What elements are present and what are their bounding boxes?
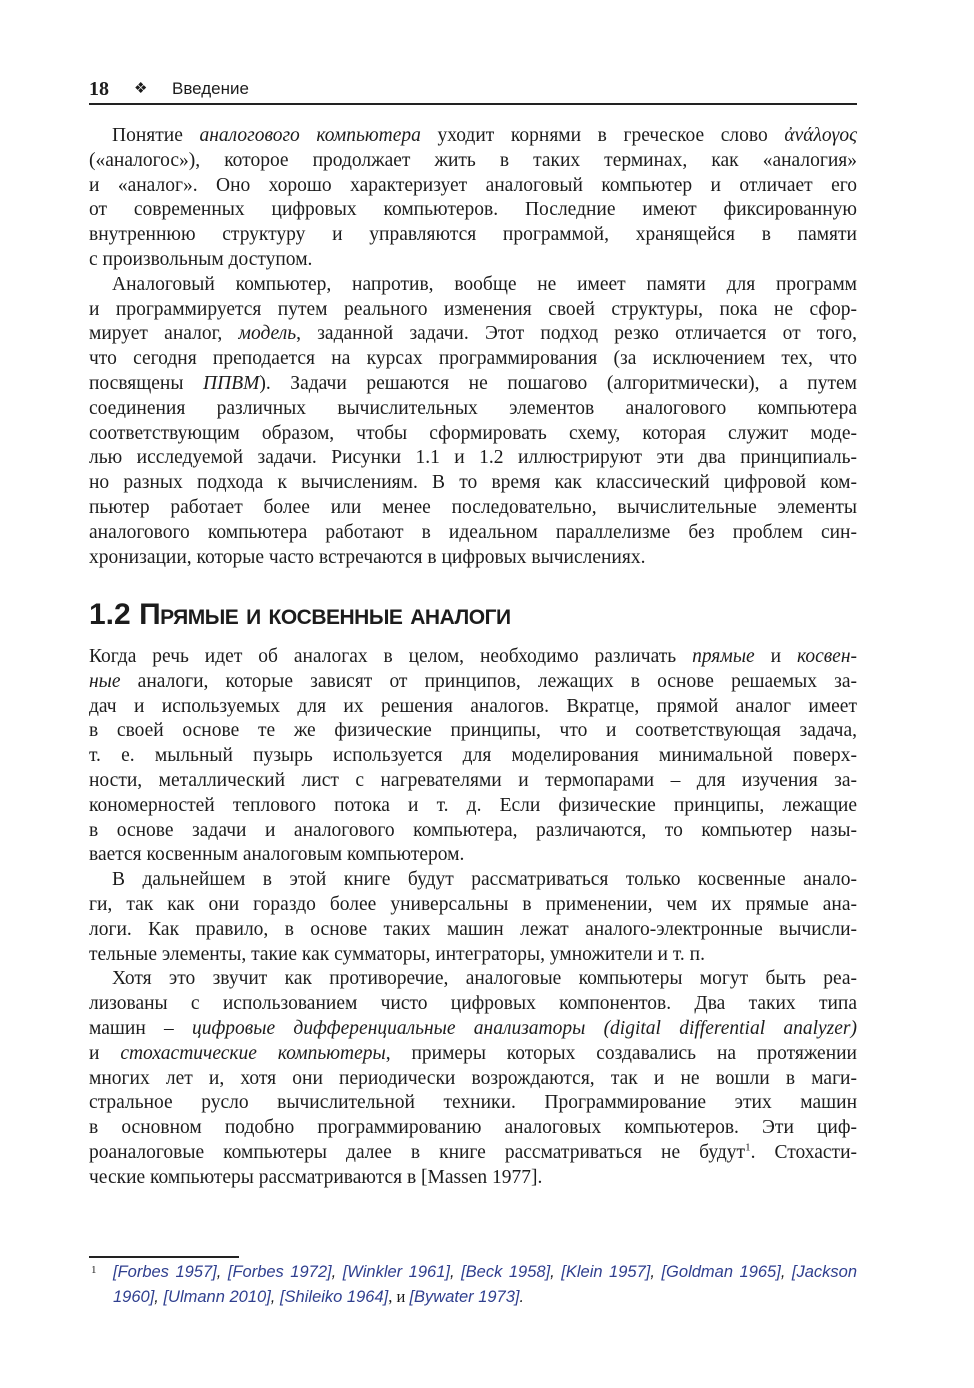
text-line — [89, 521, 857, 546]
text-segment: Понятие — [112, 125, 200, 146]
paragraph — [89, 273, 857, 571]
body-text-bottom — [89, 645, 857, 1191]
text-segment: в основном подобно программированию аналоговых компьютеров. Эти циф- — [89, 1117, 857, 1139]
reference-link[interactable]: [Beck 1958] — [461, 1263, 551, 1281]
paragraph — [89, 645, 857, 868]
text-segment: , и — [388, 1286, 410, 1306]
text-segment: , — [154, 1287, 164, 1306]
text-line — [89, 273, 857, 298]
text-line — [89, 967, 857, 992]
reference-link[interactable]: [Ulmann 2010] — [163, 1287, 271, 1306]
text-line — [89, 322, 857, 347]
text-segment: , — [449, 1263, 462, 1281]
text-line — [89, 496, 857, 521]
reference-link[interactable]: [Jackson — [791, 1263, 858, 1281]
text-line — [89, 769, 857, 794]
text-segment: , — [780, 1263, 792, 1281]
section-title: Прямые и косвенные аналоги — [139, 598, 511, 631]
text-segment: вается косвенным аналоговым компьютером. — [89, 844, 465, 866]
running-header — [89, 76, 857, 105]
text-segment: соответствующим образом, чтобы сформировать схему, которая служит моде- — [89, 422, 857, 444]
text-line — [89, 1287, 857, 1312]
text-segment: , заданной задачи. Этот подход резко отличается от того, — [296, 323, 857, 345]
text-segment: уходит корнями в греческое слово — [420, 125, 785, 146]
text-segment: стральное русло вычислительной техники. Программирование этих машин — [89, 1092, 857, 1114]
text-line — [89, 1141, 857, 1166]
section-number: 1.2 — [89, 598, 131, 631]
text-segment: и программируется путем реального изменения своей структуры, пока не сфор- — [89, 298, 857, 320]
text-segment: и — [754, 646, 797, 667]
text-segment: Хотя это звучит как противоречие, аналоговые компьютеры могут быть реа- — [112, 968, 857, 990]
reference-link[interactable]: [Klein 1957] — [561, 1263, 651, 1281]
text-segment: что сегодня преподается на курсах программирования (за исключением тех, что — [89, 348, 857, 370]
text-segment: ги, так как они гораздо более универсальны в применении, чем их прямые ана- — [89, 893, 857, 915]
text-line — [89, 843, 857, 868]
text-line — [89, 918, 857, 943]
text-segment: и — [89, 1042, 121, 1064]
text-segment: («аналогос»), которое продолжает жить в таких терминах, как «аналогия» — [89, 149, 857, 171]
text-line — [89, 893, 857, 918]
text-line — [89, 1042, 857, 1067]
text-line — [89, 347, 857, 372]
text-segment: аналоги, которые зависят от принципов, лежащих в основе решаемых за- — [120, 670, 857, 692]
text-segment: , — [550, 1263, 562, 1281]
text-segment: ). Задачи решаются не пошагово (алгоритмически), а путем — [259, 372, 858, 394]
text-segment: ные — [89, 670, 121, 692]
text-segment: , — [650, 1263, 662, 1281]
reference-link[interactable]: 1960] — [113, 1287, 155, 1306]
text-line — [89, 943, 857, 968]
text-line — [89, 372, 857, 397]
text-segment: ἀνάλογος — [784, 125, 857, 146]
text-segment: в своей основе те же физические принципы, что и соответствующая задача, — [89, 720, 857, 742]
text-segment: стохастические компьютеры — [120, 1042, 386, 1064]
text-segment: но разных подхода к вычислениям. В то время как классический цифровой ком- — [89, 472, 857, 494]
text-line — [89, 645, 857, 670]
text-line — [89, 471, 857, 496]
text-segment: пьютер работает более или менее последовательно, вычислительные элементы — [89, 496, 857, 518]
text-segment: машин – — [89, 1017, 192, 1039]
text-segment: ческие компьютеры рассматриваются в [Massen 1977]. — [89, 1166, 543, 1188]
text-line — [89, 149, 857, 174]
text-segment: роаналоговые компьютеры далее в книге рассматриваться не будут — [89, 1141, 746, 1163]
text-line — [89, 695, 857, 720]
text-segment: , — [270, 1287, 280, 1306]
text-segment: хронизации, которые часто встречаются в цифровых вычислениях. — [89, 546, 646, 568]
text-segment: . Стохасти- — [750, 1141, 857, 1163]
text-segment: косвен- — [796, 646, 858, 667]
reference-link[interactable]: [Goldman 1965] — [661, 1263, 781, 1281]
text-segment: в основе задачи и аналогового компьютера, различаются, то компьютер назы- — [89, 819, 857, 841]
reference-link[interactable]: [Forbes 1957] — [113, 1263, 217, 1281]
text-line — [89, 1091, 857, 1116]
text-segment: , примеры которых создавались на протяжении — [385, 1042, 857, 1064]
footnote — [89, 1262, 857, 1312]
body-text-top — [89, 124, 857, 570]
text-segment: мирует аналог, — [89, 323, 239, 345]
text-line — [89, 422, 857, 447]
text-segment: Аналоговый компьютер, напротив, вообще не имеет памяти для программ — [112, 273, 857, 295]
text-segment: ППВМ — [203, 372, 260, 394]
text-segment: цифровые дифференциальные анализаторы (digital differential analyzer) — [191, 1017, 858, 1039]
text-line — [89, 546, 857, 571]
reference-link[interactable]: [Winkler 1961] — [342, 1263, 450, 1281]
text-segment: лью исследуемой задачи. Рисунки 1.1 и 1.2 иллюстрируют эти два принципиаль- — [89, 447, 857, 469]
text-line — [89, 198, 857, 223]
text-segment: и «аналог». Оно хорошо характеризует аналоговый компьютер и отличает его — [89, 174, 857, 196]
text-segment: посвящены — [89, 372, 204, 394]
text-line — [89, 248, 857, 273]
text-line — [89, 124, 857, 149]
text-segment: . — [519, 1287, 525, 1306]
text-line — [89, 1017, 857, 1042]
text-line — [89, 223, 857, 248]
text-line — [89, 819, 857, 844]
footnote-divider — [89, 1256, 239, 1258]
paragraph — [89, 868, 857, 967]
text-line — [89, 719, 857, 744]
section-heading — [89, 598, 511, 632]
text-line — [89, 868, 857, 893]
text-line — [89, 794, 857, 819]
text-line — [89, 397, 857, 422]
text-line — [89, 744, 857, 769]
text-segment: т. е. мыльный пузырь используется для моделирования минимальной поверх- — [89, 745, 857, 767]
footnote-marker[interactable]: 1 — [745, 1141, 751, 1154]
text-segment: от современных цифровых компьютеров. Последние имеют фиксированную — [89, 199, 857, 221]
chapter-title: Введение — [172, 79, 249, 98]
text-segment: лизованы с использованием чисто цифровых компонентов. Два таких типа — [89, 993, 857, 1015]
text-segment: модель — [238, 323, 297, 345]
text-segment: внутреннюю структуру и управляются программой, хранящейся в памяти — [89, 224, 857, 246]
text-line — [89, 1067, 857, 1092]
text-segment: В дальнейшем в этой книге будут рассматриваться только косвенные анало- — [112, 869, 857, 891]
ornament-icon: ❖ — [134, 80, 148, 97]
text-segment: дач и используемых для их решения аналогов. Вкратце, прямой аналог имеет — [89, 695, 857, 717]
text-segment: , — [216, 1263, 228, 1281]
text-line — [89, 670, 857, 695]
text-segment: аналогового компьютера — [199, 125, 421, 146]
text-segment: ности, металлический лист с нагревателями и термопарами – для изучения за- — [89, 769, 857, 791]
text-segment: прямые — [692, 646, 755, 667]
text-segment: аналогового компьютера работают в идеальном параллелизме без проблем син- — [89, 521, 857, 543]
text-segment: Когда речь идет об аналогах в целом, необходимо различать — [89, 646, 693, 667]
text-segment: логи. Как правило, в основе таких машин лежат аналого-электронные вычисли- — [89, 918, 857, 940]
text-segment: кономерностей теплового потока и т. д. Если физические принципы, лежащие — [89, 794, 857, 816]
text-line — [89, 1262, 857, 1287]
paragraph — [89, 124, 857, 273]
text-segment: с произвольным доступом. — [89, 248, 313, 270]
reference-link[interactable]: [Bywater 1973] — [409, 1287, 520, 1306]
text-segment: многих лет и, хотя они периодически возрождаются, так и не вошли в маги- — [89, 1067, 857, 1089]
reference-link[interactable]: [Forbes 1972] — [227, 1263, 332, 1281]
text-line — [89, 1166, 857, 1191]
text-segment: соединения различных вычислительных элементов аналогового компьютера — [89, 397, 857, 419]
text-line — [89, 174, 857, 199]
paragraph — [89, 967, 857, 1190]
text-line — [89, 1116, 857, 1141]
text-line — [89, 446, 857, 471]
text-line — [89, 298, 857, 323]
text-segment: , — [331, 1263, 343, 1281]
page-number: 18 — [89, 78, 109, 100]
reference-link[interactable]: [Shileiko 1964] — [279, 1287, 389, 1306]
footnote-number: 1 — [91, 1264, 97, 1276]
text-segment: тельные элементы, такие как сумматоры, интеграторы, умножители и т. п. — [89, 943, 705, 965]
text-line — [89, 992, 857, 1017]
